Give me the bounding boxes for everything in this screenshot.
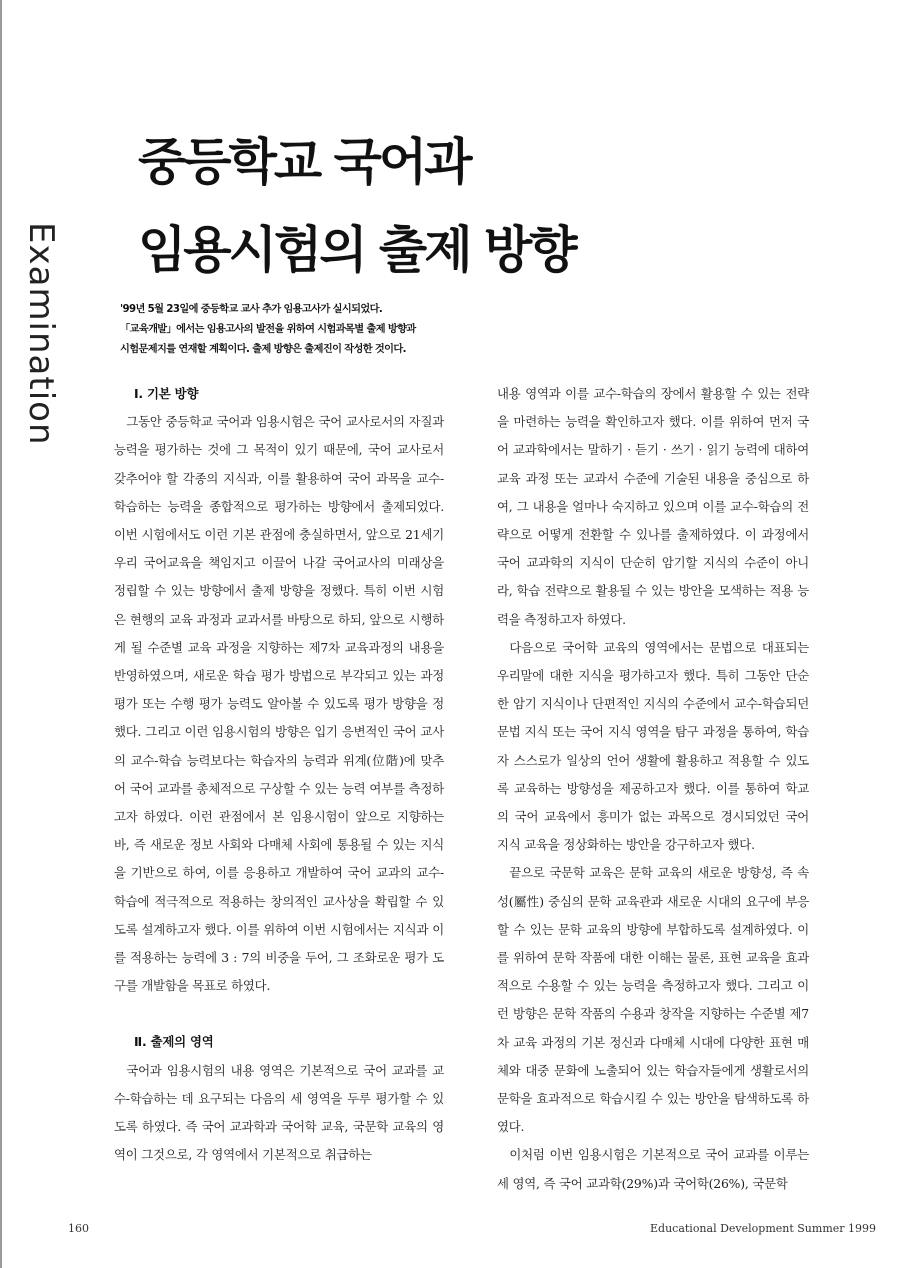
- article-title: [138, 118, 575, 294]
- section-heading-basic-direction: Ⅰ. 기본 방향: [134, 386, 199, 401]
- section-label: Examination: [21, 222, 61, 446]
- right-column: [497, 380, 809, 1198]
- body-paragraph: 끝으로 국문학 교육은 문학 교육의 새로운 방향성, 즉 속성(屬性) 중심의 문학 교육관과 새로운 시대의 요구에 부응할 수 있는 문학 교육의 방향에 부합하도록 설계하였다. 이를 위하여 문학 작품에 대한 이해는 물론, 표현 교육을 효과적으로 수용할 수 있는 능력을 측정하고자 했다. 그리고 이런 방향은 문학 작품의 수용과 창작을 지향하는 수준별 제7차 교육 과정의 기본 정신과 다매체 시대에 다양한 표현 매체와 대중 문화에 노출되어 있는 학습자들에게 생활로서의 문학을 효과적으로 학습시킬 수 있는 방안을 탐색하도록 하였다.: [497, 865, 809, 1135]
- left-column: [114, 380, 444, 1169]
- intro-line-3: 시험문제지를 연재할 계획이다. 출제 방향은 출제진이 작성한 것이다.: [120, 344, 406, 355]
- title-line-2: 임용시험의 출제 방향: [138, 221, 575, 279]
- page-number: 160: [68, 1222, 89, 1235]
- title-line-1: 중등학교 국어과: [138, 133, 470, 191]
- body-paragraph: 그동안 중등학교 국어과 임용시험은 국어 교사로서의 자질과 능력을 평가하는 것에 그 목적이 있기 때문에, 국어 교사로서 갖추어야 할 각종의 지식과, 이를 활용하여 국어 과목을 교수-학습하는 능력을 종합적으로 평가하는 방향에서 출제되었다. 이번 시험에서도 이런 기본 관점에 충실하면서, 앞으로 21세기 우리 국어교육을 책임지고 이끌어 나갈 국어교사의 미래상을 정립할 수 있는 방향에서 출제 방향을 정했다. 특히 이번 시험은 현행의 교육 과정과 교과서를 바탕으로 하되, 앞으로 시행하게 될 수준별 교육 과정을 지향하는 제7차 교육과정의 내용을 반영하였으며, 새로운 학습 평가 방법으로 부각되고 있는 과정 평가 또는 수행 평가 능력도 알아볼 수 있도록 평가 방향을 정했다. 그리고 이런 임용시험의 방향은 입기 응변적인 국어 교사의 교수-학습 능력보다는 학습자의 능력과 위계(位階)에 맞추어 국어 교과를 총체적으로 구상할 수 있는 능력 여부를 측정하고자 하였다. 이런 관점에서 본 임용시험이 앞으로 지향하는 바, 즉 새로운 정보 사회와 다매체 사회에 통용될 수 있는 지식을 기반으로 하여, 이를 응용하고 개발하여 국어 교과의 교수-학습에 적극적으로 적용하는 창의적인 교사상을 확립할 수 있도록 설계하고자 했다. 이를 위하여 이번 시험에서는 지식과 이를 적용하는 능력에 3 : 7의 비중을 두어, 그 조화로운 평가 도구를 개발함을 목표로 하였다.: [114, 414, 444, 994]
- intro-line-2: 「교육개발」에서는 임용고사의 발전을 위하여 시험과목별 출제 방향과: [120, 324, 416, 335]
- body-paragraph-continued: 내용 영역과 이를 교수-학습의 장에서 활용할 수 있는 전략을 마련하는 능력을 확인하고자 했다. 이를 위하여 먼저 국어 교과학에서는 말하기 · 듣기 · 쓰기 · 읽기 능력에 대하여 교육 과정 또는 교과서 수준에 기술된 내용을 중심으로 하여, 그 내용을 얼마나 숙지하고 있으며 이를 교수-학습의 전략으로 어떻게 전환할 수 있나를 출제하였다. 이 과정에서 국어 교과학의 지식이 단순히 암기할 지식의 수준이 아니라, 학습 전략으로 활용될 수 있는 방안을 모색하는 적용 능력을 측정하고자 하였다.: [497, 386, 809, 627]
- section-spacer: [114, 1000, 444, 1028]
- section-heading-exam-areas: Ⅱ. 출제의 영역: [134, 1034, 214, 1050]
- body-paragraph: 다음으로 국어학 교육의 영역에서는 문법으로 대표되는 우리말에 대한 지식을 평가하고자 했다. 특히 그동안 단순한 암기 지식이나 단편적인 지식의 수준에서 교수-학습되던 문법 지식 또는 국어 지식 영역을 탐구 과정을 통하여, 학습자 스스로가 일상의 언어 생활에 활용하고 적용할 수 있도록 교육하는 방향성을 제공하고자 했다. 이를 통하여 학교의 국어 교육에서 흥미가 없는 과목으로 경시되었던 국어 지식 교육을 정상화하는 방안을 강구하고자 했다.: [497, 639, 809, 853]
- intro-line-1: '99년 5월 23일에 중등학교 교사 추가 임용고사가 실시되었다.: [120, 304, 383, 315]
- body-paragraph: 이처럼 이번 임용시험은 기본적으로 국어 교과를 이루는 세 영역, 즉 국어 교과학(29%)과 국어학(26%), 국문학: [497, 1147, 809, 1191]
- publication-footer: Educational Development Summer 1999: [650, 1222, 877, 1235]
- page-edge-line: [0, 0, 2, 1268]
- body-paragraph: 국어과 임용시험의 내용 영역은 기본적으로 국어 교과를 교수-학습하는 데 요구되는 다음의 세 영역을 두루 평가할 수 있도록 하였다. 즉 국어 교과학과 국어학 교육, 국문학 교육의 영역이 그것으로, 각 영역에서 기본적으로 취급하는: [114, 1062, 444, 1163]
- intro-summary: [120, 300, 450, 360]
